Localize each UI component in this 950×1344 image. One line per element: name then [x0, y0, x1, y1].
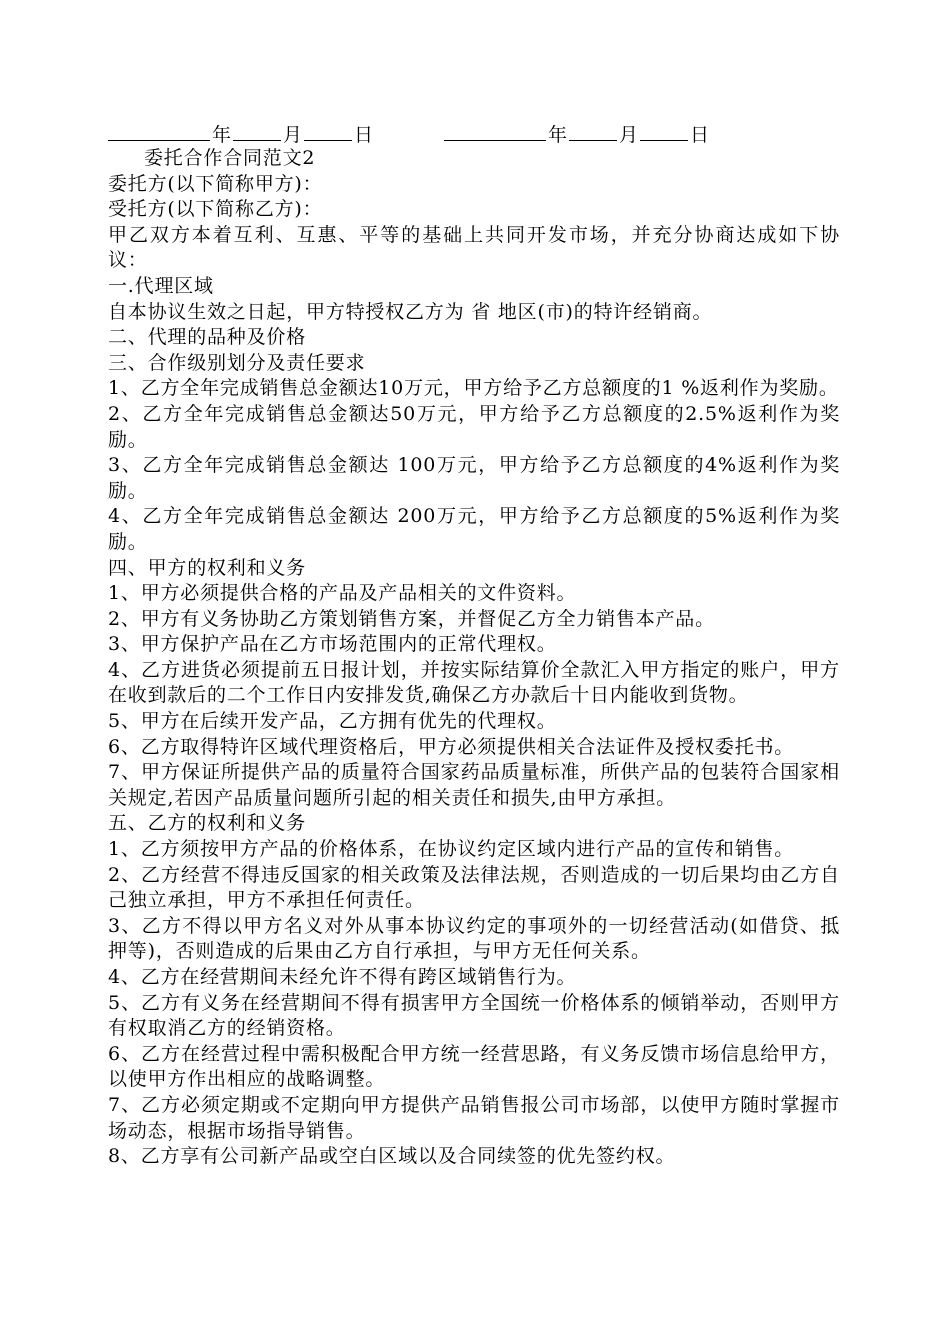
- month-label: 月: [619, 124, 639, 146]
- party-b-line: 受托方(以下简称乙方)：: [108, 198, 323, 221]
- clause: 7、甲方保证所提供产品的质量符合国家药品质量标准，所供产品的包装符合国家相关规定,若因产品质量问题所引起的相关责任和损失,由甲方承担。: [108, 761, 840, 809]
- clause: 3、乙方全年完成销售总金额达 100万元，甲方给予乙方总额度的4%返利作为奖励。: [108, 454, 840, 502]
- clause: 5、甲方在后续开发产品，乙方拥有优先的代理权。: [108, 710, 557, 733]
- month-label: 月: [283, 124, 303, 146]
- clause: 4、乙方进货必须提前五日报计划，并按实际结算价全款汇入甲方指定的账户，甲方在收到款后的二个工作日内安排发货,确保乙方办款后十日内能收到货物。: [108, 658, 840, 707]
- month-blank: [569, 118, 617, 141]
- month-blank: [233, 118, 281, 141]
- clause: 4、乙方在经营期间未经允许不得有跨区域销售行为。: [108, 966, 577, 988]
- document-title: 委托合作合同范文2: [144, 147, 316, 169]
- clause: 3、乙方不得以甲方名义对外从事本协议约定的事项外的一切经营活动(如借贷、抵押等)，否则造成的后果由乙方自行承担，与甲方无任何关系。: [108, 914, 840, 963]
- year-label: 年: [548, 124, 568, 146]
- contract-body: [108, 146, 840, 1170]
- clause: 2、乙方全年完成销售总金额达50万元，甲方给予乙方总额度的2.5%返利作为奖励。: [108, 402, 840, 451]
- clause: 4、乙方全年完成销售总金额达 200万元，甲方给予乙方总额度的5%返利作为奖励。: [108, 505, 840, 553]
- signature-date-row: [108, 118, 848, 148]
- clause: 1、乙方须按甲方产品的价格体系，在协议约定区域内进行产品的宣传和销售。: [108, 838, 795, 861]
- day-label: 日: [354, 124, 374, 146]
- clause: 3、甲方保护产品在乙方市场范围内的正常代理权。: [108, 633, 557, 656]
- clause: 7、乙方必须定期或不定期向甲方提供产品销售报公司市场部，以使甲方随时掌握市场动态，根据市场指导销售。: [108, 1093, 840, 1142]
- clause: 2、甲方有义务协助乙方策划销售方案，并督促乙方全力销售本产品。: [108, 607, 715, 630]
- clause: 8、乙方享有公司新产品或空白区域以及合同续签的优先签约权。: [108, 1145, 676, 1168]
- section-heading-4: 四、甲方的权利和义务: [108, 556, 307, 579]
- section-heading-2: 二、代理的品种及价格: [108, 326, 307, 349]
- day-label: 日: [690, 124, 710, 146]
- clause: 1、乙方全年完成销售总金额达10万元，甲方给予乙方总额度的1 %返利作为奖励。: [108, 377, 839, 400]
- clause: 2、乙方经营不得违反国家的相关政策及法律法规，否则造成的一切后果均由乙方自己独立承担，甲方不承担任何责任。: [108, 863, 840, 912]
- clause: 自本协议生效之日起，甲方特授权乙方为 省 地区(市)的特许经销商。: [108, 300, 713, 323]
- clause: 6、乙方在经营过程中需积极配合甲方统一经营思路，有义务反馈市场信息给甲方，以使甲方作出相应的战略调整。: [108, 1042, 840, 1091]
- party-a-line: 委托方(以下简称甲方)：: [108, 172, 323, 195]
- year-blank: [444, 118, 546, 141]
- clause: 6、乙方取得特许区域代理资格后，甲方必须提供相关合法证件及授权委托书。: [108, 735, 795, 758]
- year-blank: [108, 118, 210, 141]
- day-blank: [640, 118, 688, 141]
- clause: 5、乙方有义务在经营期间不得有损害甲方全国统一价格体系的倾销举动，否则甲方有权取消乙方的经销资格。: [108, 991, 840, 1040]
- preamble: 甲乙双方本着互利、互惠、平等的基础上共同开发市场，并充分协商达成如下协议：: [108, 223, 840, 272]
- section-heading-1: 一.代理区域: [108, 274, 214, 297]
- day-blank: [304, 118, 352, 141]
- year-label: 年: [212, 124, 232, 146]
- section-heading-5: 五、乙方的权利和义务: [108, 812, 307, 835]
- clause: 1、甲方必须提供合格的产品及产品相关的文件资料。: [108, 582, 577, 605]
- section-heading-3: 三、合作级别划分及责任要求: [108, 351, 366, 374]
